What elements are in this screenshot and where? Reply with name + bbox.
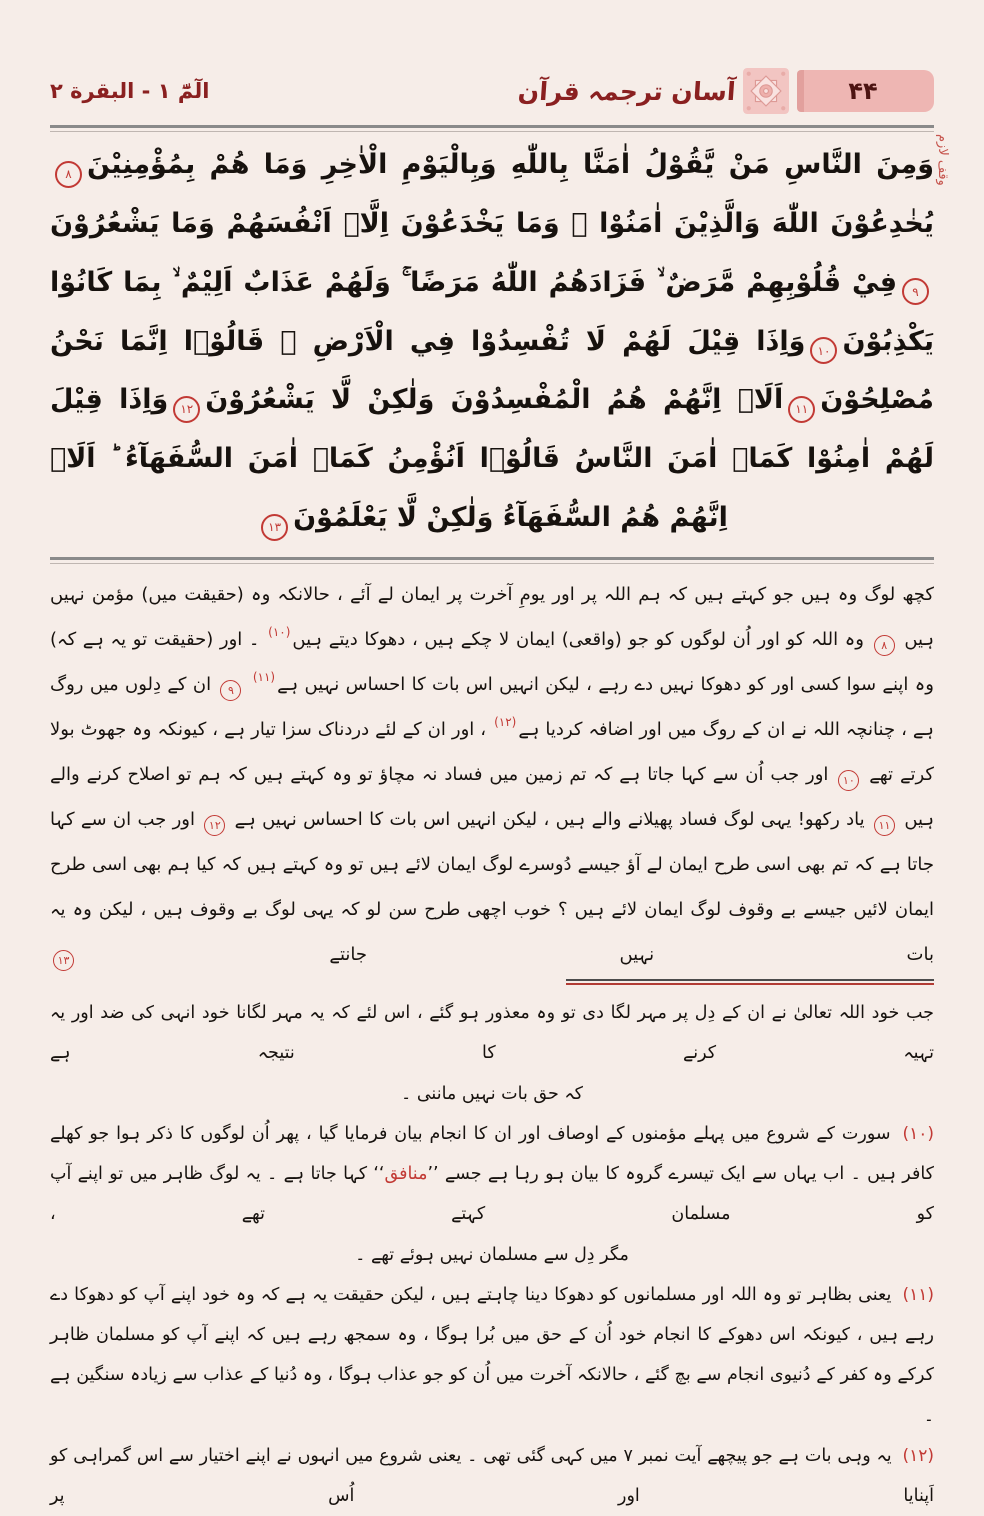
- header-right-group: [518, 68, 934, 114]
- quran-text-block: [50, 134, 950, 548]
- footnote-ref-superscript: (۱۱): [252, 670, 276, 685]
- footnote-divider: [566, 979, 934, 985]
- ayah-number-marker: ۱۳: [261, 514, 288, 541]
- ayah-number-marker: ۱۱: [788, 396, 815, 423]
- footnote-item-10: (۱۰) سورت کے شروع میں پہلے مؤمنوں کے اوصاف اور ان کا انجام بیان فرمایا گیا ، پھر اُن لوگوں کا ذکر ہوا جو کھلے کافر ہیں ۔ اب یہاں سے ایک تیسرے گروہ کا بیان ہو رہا ہے جسے ’’منافق‘‘ کہا جاتا ہے ۔ یہ لوگ ظاہر میں تو اپنے آپ کو مسلمان کہتے تھے ،: [50, 1123, 934, 1225]
- page-number: ۴۴: [848, 77, 878, 105]
- highlighted-word: منافق: [384, 1164, 428, 1185]
- verse-number-marker: ۱۱: [874, 815, 895, 836]
- ayah-number-marker: ۱۰: [810, 337, 837, 364]
- verse-number-marker: ۱۲: [204, 815, 225, 836]
- verse-number-marker: ۸: [874, 635, 895, 656]
- footnote-item-10-lastline: مگر دِل سے مسلمان نہیں ہوئے تھے ۔: [355, 1244, 629, 1265]
- ornament-icon: [743, 68, 789, 114]
- section-divider: [50, 557, 934, 564]
- verse-number-marker: ۹: [220, 680, 241, 701]
- footnotes-block: [50, 993, 934, 1516]
- footnote-number: (۱۱): [902, 1284, 934, 1305]
- ayah-number-marker: ۱۲: [173, 396, 200, 423]
- ayah-number-marker: ۸: [55, 161, 82, 188]
- waqf-margin-note: وقف لازم: [935, 134, 950, 186]
- footnote-item-12: (۱۲) یہ وہی بات ہے جو پیچھے آیت نمبر ۷ میں کہی گئی تھی ۔ یعنی شروع میں انہوں نے اپنے اختیار سے اس گمراہی کو اَپنایا اور اُس پر: [50, 1445, 935, 1507]
- quran-paragraph: وَمِنَ النَّاسِ مَنْ يَّقُوْلُ اٰمَنَّا بِاللّٰهِ وَبِالْيَوْمِ الْاٰخِرِ وَمَا هُمْ بِمُؤْمِنِيْنَ۸يُخٰدِعُوْنَ اللّٰهَ وَالَّذِيْنَ اٰمَنُوْا ۚ وَمَا يَخْدَعُوْنَ اِلَّاۤ اَنْفُسَهُمْ وَمَا يَشْعُرُوْنَ۹فِيْ قُلُوْبِهِمْ مَّرَضٌ ۙ فَزَادَهُمُ اللّٰهُ مَرَضًا ۚ وَلَهُمْ عَذَابٌ اَلِيْمٌ ۙ بِمَا كَانُوْا يَكْذِبُوْنَ۱۰وَاِذَا قِيْلَ لَهُمْ لَا تُفْسِدُوْا فِي الْاَرْضِ ۙ قَالُوْۤا اِنَّمَا نَحْنُ مُصْلِحُوْنَ۱۱اَلَاۤ اِنَّهُمْ هُمُ الْمُفْسِدُوْنَ وَلٰكِنْ لَّا يَشْعُرُوْنَ۱۲وَاِذَا قِيْلَ لَهُمْ اٰمِنُوْا كَمَاۤ اٰمَنَ النَّاسُ قَالُوْۤا اَنُؤْمِنُ كَمَاۤ اٰمَنَ السُّفَهَآءُ ؕ اَلَاۤ اِنَّهُمْ هُمُ السُّفَهَآءُ وَلٰكِنْ لَّا يَعْلَمُوْنَ۱۳: [50, 136, 934, 548]
- footnote-number: (۱۰): [902, 1123, 934, 1144]
- page-number-band: [797, 70, 934, 112]
- surah-label: الٓمّٓ ۱ - البقرة ۲: [50, 79, 210, 103]
- verse-number-marker: ۱۳: [53, 950, 74, 971]
- footnote-ref-superscript: (۱۰): [268, 625, 291, 640]
- footnote-item-11: (۱۱) یعنی بظاہر تو وہ اللہ اور مسلمانوں کو دھوکا دینا چاہتے ہیں ، لیکن حقیقت یہ ہے کہ وہ خود اپنے آپ کو دھوکا دے رہے ہیں ، کیونکہ اس دھوکے کا انجام خود اُن کے حق میں بُرا ہوگا ، وہ سمجھ رہے ہیں کہ اپنے آپ کو مسلمان ظاہر کرکے وہ کفر کے دُنیوی انجام سے بچ گئے ، حالانکہ آخرت میں اُن کو جو عذاب ہوگا ، وہ دُنیا کے عذاب سے زیادہ سنگین ہے ۔: [50, 1284, 934, 1426]
- ayah-number-marker: ۹: [902, 278, 929, 305]
- footnote-continuation-lastline: کہ حق بات نہیں ماننی ۔: [401, 1083, 583, 1104]
- header-divider: [50, 125, 934, 132]
- book-title: آسان ترجمہ قرآن: [516, 76, 737, 106]
- translation-paragraph: کچھ لوگ وہ ہیں جو کہتے ہیں کہ ہم اللہ پر اور یومِ آخرت پر ایمان لے آئے ، حالانکہ وہ (حقیقت میں) مؤمن نہیں ہیں ۸ وہ اللہ کو اور اُن لوگوں کو جو (واقعی) ایمان لا چکے ہیں ، دھوکا دیتے ہیں$^{(۱۰)}$ ۔ اور (حقیقت تو یہ ہے کہ) وہ اپنے سوا کسی اور کو دھوکا نہیں دے رہے ، لیکن انہیں اس بات کا احساس نہیں ہے$^{(۱۱)}$ ۹ ان کے دِلوں میں روگ ہے ، چنانچہ اللہ نے ان کے روگ میں اور اضافہ کردیا ہے$^{(۱۲)}$ ، اور ان کے لئے دردناک سزا تیار ہے ، کیونکہ وہ جھوٹ بولا کرتے تھے ۱۰ اور جب اُن سے کہا جاتا ہے کہ تم زمین میں فساد نہ مچاؤ تو وہ کہتے ہیں کہ ہم تو اصلاح کرنے والے ہیں ۱۱ یاد رکھو! یہی لوگ فساد پھیلانے والے ہیں ، لیکن انہیں اس بات کا احساس نہیں ہے ۱۲ اور جب ان سے کہا جاتا ہے کہ تم بھی اسی طرح ایمان لے آؤ جیسے دُوسرے لوگ ایمان لائے ہیں تو وہ کہتے ہیں کہ کیا ہم بھی اسی طرح ایمان لائیں جیسے بے وقوف لوگ ایمان لائے ہیں ؟ خوب اچھی طرح سن لو کہ یہی لوگ بے وقوف ہیں ، لیکن وہ یہ بات نہیں جانتے ۱۳: [50, 572, 934, 977]
- footnote-continuation: جب خود اللہ تعالیٰ نے ان کے دِل پر مہر لگا دی تو وہ معذور ہو گئے ، اس لئے کہ یہ مہر لگانا خود انہی کی ضد اور یہ تہیہ کرنے کا نتیجہ ہے: [50, 1003, 934, 1064]
- page-header: [50, 66, 934, 116]
- verse-number-marker: ۱۰: [838, 770, 859, 791]
- footnote-number: (۱۲): [902, 1445, 935, 1466]
- translation-block: [50, 572, 934, 977]
- footnote-ref-superscript: (۱۲): [494, 715, 517, 730]
